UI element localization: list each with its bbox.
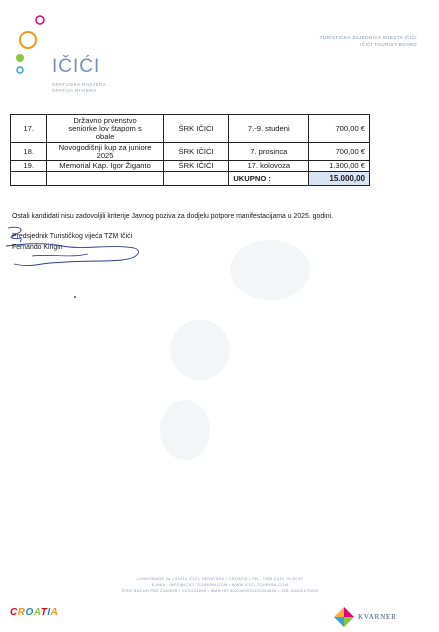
total-value: 15.000,00: [309, 172, 370, 186]
amount: 700,00 €: [309, 115, 370, 143]
kvarner-logo-icon: [333, 606, 355, 628]
logo-subtitle: OPATIJSKA RIVIJERA OPATIJA RIVIERA: [52, 82, 107, 93]
row-number: 18.: [11, 143, 47, 161]
empty-cell: [163, 172, 229, 186]
event-name: Državno prvenstvo seniorke lov štapom s obale: [47, 115, 163, 143]
organization-name: TURISTIČKA ZAJEDNICA MJESTA IČIĆI IČIĆI TOURIST BOARD: [319, 35, 417, 47]
watermark-circle: [160, 400, 210, 460]
logo-dots-icon: [14, 14, 54, 94]
event-name: Memorial Kap. Igor Žiganto: [47, 161, 163, 172]
total-row: [11, 172, 370, 186]
row-number: 19.: [11, 161, 47, 172]
signatory-title: Predsjednik Turističkog vijeća TZM Ičići: [12, 233, 133, 240]
club-name: ŠRK IČIĆI: [163, 161, 229, 172]
amount: 700,00 €: [309, 143, 370, 161]
table-row: [11, 161, 370, 172]
row-number: 17.: [11, 115, 47, 143]
funding-table: [10, 114, 370, 186]
amount: 1.300,00 €: [309, 161, 370, 172]
club-name: ŠRK IČIĆI: [163, 115, 229, 143]
croatia-logo: CROATIA: [10, 607, 59, 618]
event-date: 7.-9. studeni: [229, 115, 309, 143]
table-row: [11, 115, 370, 143]
club-name: ŠRK IČIĆI: [163, 143, 229, 161]
empty-cell: [11, 172, 47, 186]
watermark-circle: [170, 320, 230, 380]
table-row: [11, 143, 370, 161]
logo-wordmark: IČIĆI: [52, 56, 101, 77]
event-date: 17. kolovoza: [229, 161, 309, 172]
footer-contact: LUNGOMARE 2a • 51414 IČIĆI, HRVATSKA / CROATIA • TEL: +385 (0)51 70 40 87 E-MAIL: INFO@ICICI-TOURISM.COM • WWW.ICICI-TOURISM.COM ŽIRO RAČUN PBZ 2340009 • 1101224846 • IBAN HR 3023400091101224846 • OIB: 64420175263: [121, 576, 319, 593]
icici-logo: [14, 14, 124, 94]
watermark-circle: [230, 240, 310, 300]
note-text: Ostali kandidati nisu zadovoljili kriterije Javnog poziva za dodjelu potpore manifestacijama u 2025. godini.: [12, 213, 333, 220]
signatory-name: Fernando Kirigin: [12, 244, 63, 251]
kvarner-brand: KVARNER: [358, 613, 397, 621]
empty-cell: [47, 172, 163, 186]
event-name: Novogodišnji kup za juniore 2025: [47, 143, 163, 161]
total-label: UKUPNO :: [229, 172, 309, 186]
event-date: 7. prosinca: [229, 143, 309, 161]
stray-mark: [74, 296, 76, 298]
